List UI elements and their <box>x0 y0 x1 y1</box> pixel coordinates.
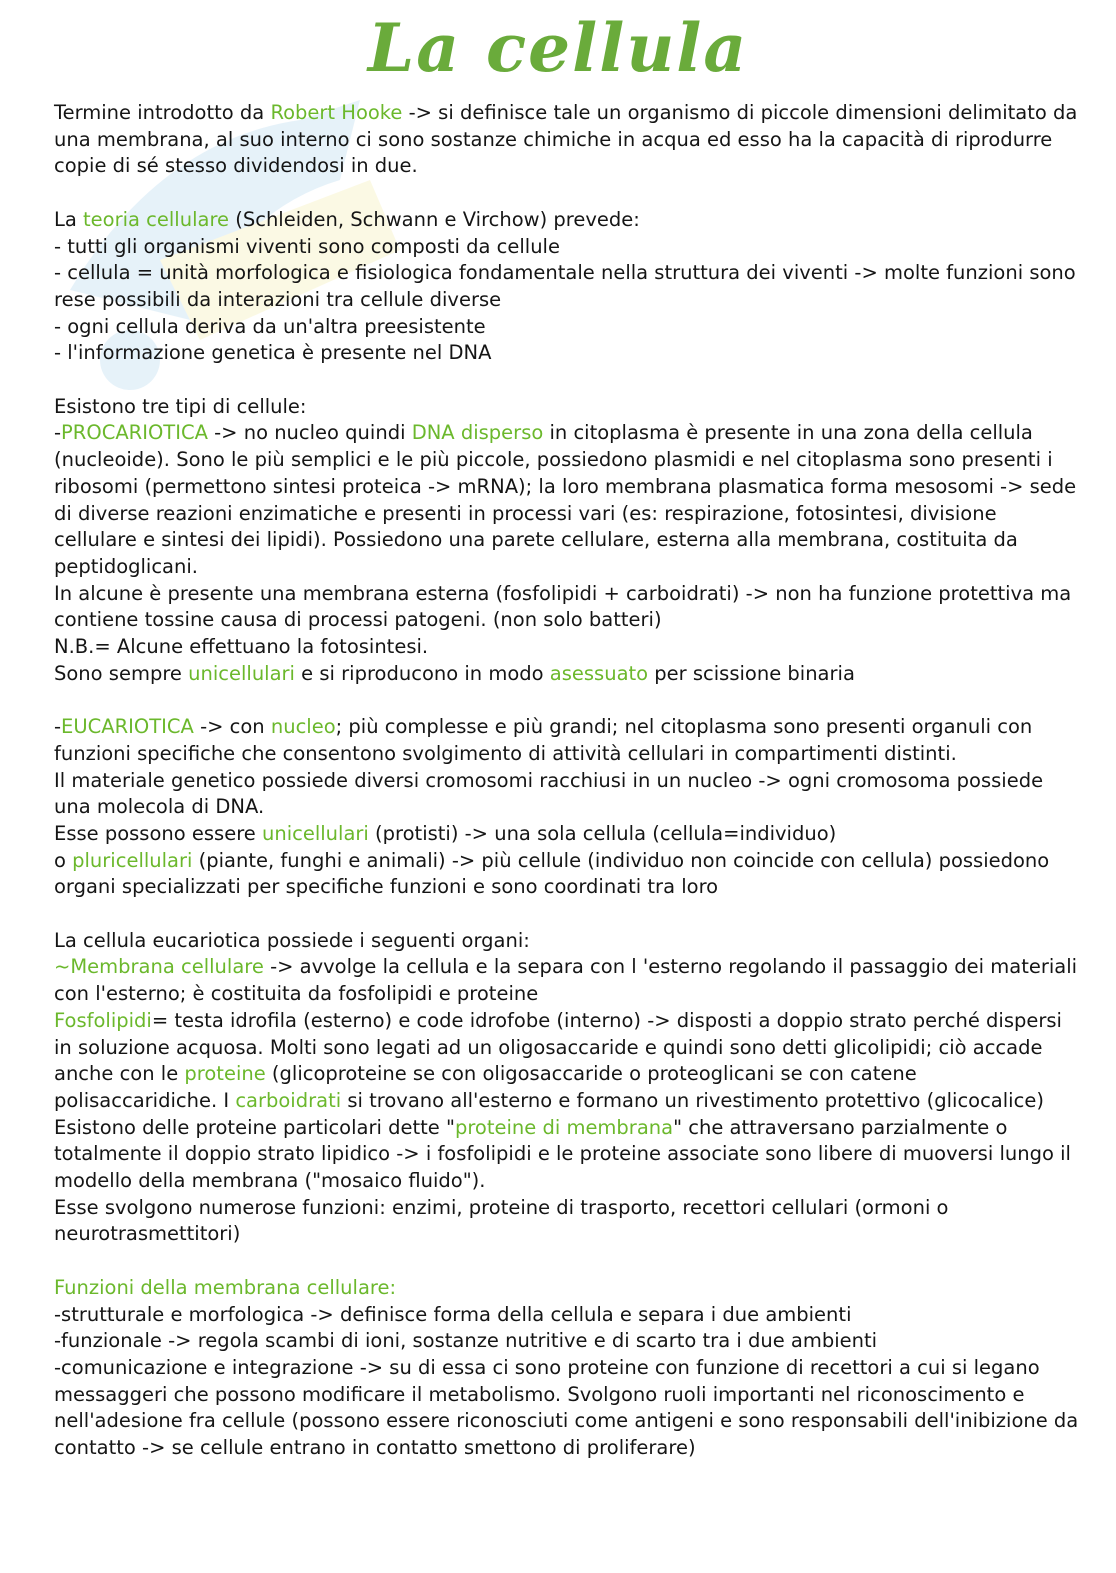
text-segment: (piante, funghi e animali) -> più cellule (individuo non coincide con cellula) possiedono organi specializzati per specifiche funzioni e sono coordinati tra loro <box>54 848 1050 899</box>
paragraph <box>54 954 1084 1007</box>
paragraph-spacer <box>54 1248 1084 1275</box>
paragraph <box>54 848 1084 901</box>
paragraph <box>54 1008 1084 1115</box>
text-segment: Sono sempre <box>54 661 189 685</box>
document-body <box>54 100 1084 1462</box>
paragraph <box>54 1115 1084 1195</box>
paragraph <box>54 581 1084 634</box>
highlighted-term: teoria cellulare <box>83 207 230 231</box>
paragraph <box>54 714 1084 767</box>
text-segment: Termine introdotto da <box>54 101 271 124</box>
paragraph <box>54 1355 1084 1462</box>
text-segment: -> si definisce tale un organismo di piccole dimensioni delimitato da una membrana, al suo interno ci sono sostanze chimiche in acqua ed esso ha la capacità di riprodurre copie di sé stesso dividendosi in due. <box>54 101 1078 178</box>
paragraph <box>54 340 1084 367</box>
paragraph <box>54 1275 1084 1302</box>
paragraph <box>54 100 1084 180</box>
highlighted-term: pluricellulari <box>72 848 193 872</box>
text-segment: -funzionale -> regola scambi di ioni, sostanze nutritive e di scarto tra i due ambienti <box>54 1329 878 1353</box>
text-segment: - <box>54 715 62 739</box>
page-title: La cellula <box>367 9 749 87</box>
highlighted-term: proteine di membrana <box>454 1115 674 1139</box>
paragraph <box>54 260 1084 313</box>
text-segment: (protisti) -> una sola cellula (cellula=individuo) <box>368 821 837 845</box>
text-segment: - cellula = unità morfologica e fisiologica fondamentale nella struttura dei viventi -> molte funzioni sono rese possibili da interazioni tra cellule diverse <box>54 261 1076 311</box>
text-segment: si trovano all'esterno e formano un rivestimento protettivo (glicocalice) <box>341 1088 1044 1112</box>
highlighted-term: carboidrati <box>235 1088 342 1112</box>
highlighted-term: Funzioni della membrana cellulare: <box>54 1275 397 1299</box>
paragraph-spacer <box>54 180 1084 207</box>
paragraph-spacer <box>54 367 1084 394</box>
paragraph <box>54 1328 1084 1355</box>
paragraph <box>54 1302 1084 1329</box>
text-segment: per scissione binaria <box>648 661 855 685</box>
highlighted-term: nucleo <box>270 715 336 739</box>
text-segment: - <box>54 421 62 445</box>
paragraph <box>54 394 1084 421</box>
highlighted-term: EUCARIOTICA <box>61 715 194 739</box>
text-segment: ; più complesse e più grandi; nel citoplasma sono presenti organuli con funzioni specifiche che consentono svolgimento di attività cellulari in compartimenti distinti. <box>54 715 1033 765</box>
highlighted-term: Robert Hooke <box>270 101 403 124</box>
text-segment: -> con <box>193 715 271 739</box>
text-segment: Il materiale genetico possiede diversi cromosomi racchiusi in un nucleo -> ogni cromosoma possiede una molecola di DNA. <box>54 768 1044 819</box>
highlighted-term: Fosfolipidi <box>54 1008 152 1032</box>
highlighted-term: PROCARIOTICA <box>61 421 208 445</box>
paragraph <box>54 1195 1084 1248</box>
text-segment: -> avvolge la cellula e la separa con l 'esterno regolando il passaggio dei materiali con l'esterno; è costituita da fosfolipidi e proteine <box>54 955 1078 1006</box>
text-segment: in citoplasma è presente in una zona della cellula (nucleoide). Sono le più semplici e le più piccole, possiedono plasmidi e nel citoplasma sono presenti i ribosomi (permettono sintesi proteica -> mRNA); la loro membrana plasmatica forma mesosomi -> sede di diverse reazioni enzimatiche e presenti in processi vari (es: respirazione, fotosintesi, divisione cellulare e sintesi dei lipidi). Possiedono una parete cellulare, esterna alla membrana, costituita da peptidoglicani. <box>54 421 1077 578</box>
highlighted-term: proteine <box>184 1062 266 1086</box>
text-segment: Esistono tre tipi di cellule: <box>54 394 307 418</box>
text-segment: In alcune è presente una membrana esterna (fosfolipidi + carboidrati) -> non ha funzione protettiva ma contiene tossine causa di processi patogeni. (non solo batteri) <box>54 581 1072 632</box>
paragraph <box>54 821 1084 848</box>
text-segment: (glicoproteine se con oligosaccaride o proteoglicani se con catene polisaccaridiche. I <box>54 1062 917 1112</box>
paragraph <box>54 768 1084 821</box>
highlighted-term: ~Membrana cellulare <box>54 955 264 979</box>
text-segment: -strutturale e morfologica -> definisce forma della cellula e separa i due ambienti <box>54 1302 852 1326</box>
paragraph <box>54 420 1084 580</box>
highlighted-term: DNA disperso <box>411 421 544 445</box>
text-segment: La cellula eucariotica possiede i seguenti organi: <box>54 928 530 952</box>
highlighted-term: asessuato <box>549 661 649 685</box>
text-segment: - tutti gli organismi viventi sono composti da cellule <box>54 234 560 258</box>
text-segment: Esse svolgono numerose funzioni: enzimi, proteine di trasporto, recettori cellulari (ormoni o neurotrasmettitori) <box>54 1195 949 1246</box>
paragraph-spacer <box>54 901 1084 928</box>
text-segment: Esse possono essere <box>54 821 262 845</box>
text-segment: = testa idrofila (esterno) e code idrofobe (interno) -> disposti a doppio strato perché dispersi in soluzione acquosa. Molti sono legati ad un oligosaccaride e quindi sono detti glicolipidi; ciò accade anche con le <box>54 1008 1062 1086</box>
text-segment: Esistono delle proteine particolari dette " <box>54 1115 455 1139</box>
text-segment: N.B.= Alcune effettuano la fotosintesi. <box>54 635 429 659</box>
paragraph <box>54 314 1084 341</box>
text-segment: - ogni cellula deriva da un'altra preesistente <box>54 314 486 338</box>
highlighted-term: unicellulari <box>261 821 369 845</box>
text-segment: -> no nucleo quindi <box>207 421 412 445</box>
paragraph-spacer <box>54 687 1084 714</box>
paragraph <box>54 207 1084 234</box>
text-segment: e si riproducono in modo <box>294 661 550 685</box>
paragraph <box>54 634 1084 661</box>
text-segment: " che attraversano parzialmente o totalmente il doppio strato lipidico -> i fosfolipidi e le proteine associate sono libere di muoversi lungo il modello della membrana ("mosaico fluido"). <box>54 1115 1071 1193</box>
paragraph <box>54 928 1084 955</box>
highlighted-term: unicellulari <box>188 661 295 685</box>
text-segment: La <box>54 207 84 231</box>
text-segment: (Schleiden, Schwann e Virchow) prevede: <box>229 207 640 231</box>
text-segment: -comunicazione e integrazione -> su di essa ci sono proteine con funzione di recettori a cui si legano messaggeri che possono modificare il metabolismo. Svolgono ruoli importanti nel riconoscimento e nell'adesione fra cellule (possono essere riconosciuti come antigeni e sono responsabili dell'inibizione da contatto -> se cellule entrano in contatto smettono di proliferare) <box>54 1355 1079 1460</box>
paragraph <box>54 661 1084 688</box>
text-segment: - l'informazione genetica è presente nel DNA <box>54 341 492 365</box>
text-segment: o <box>54 848 73 872</box>
paragraph <box>54 234 1084 261</box>
